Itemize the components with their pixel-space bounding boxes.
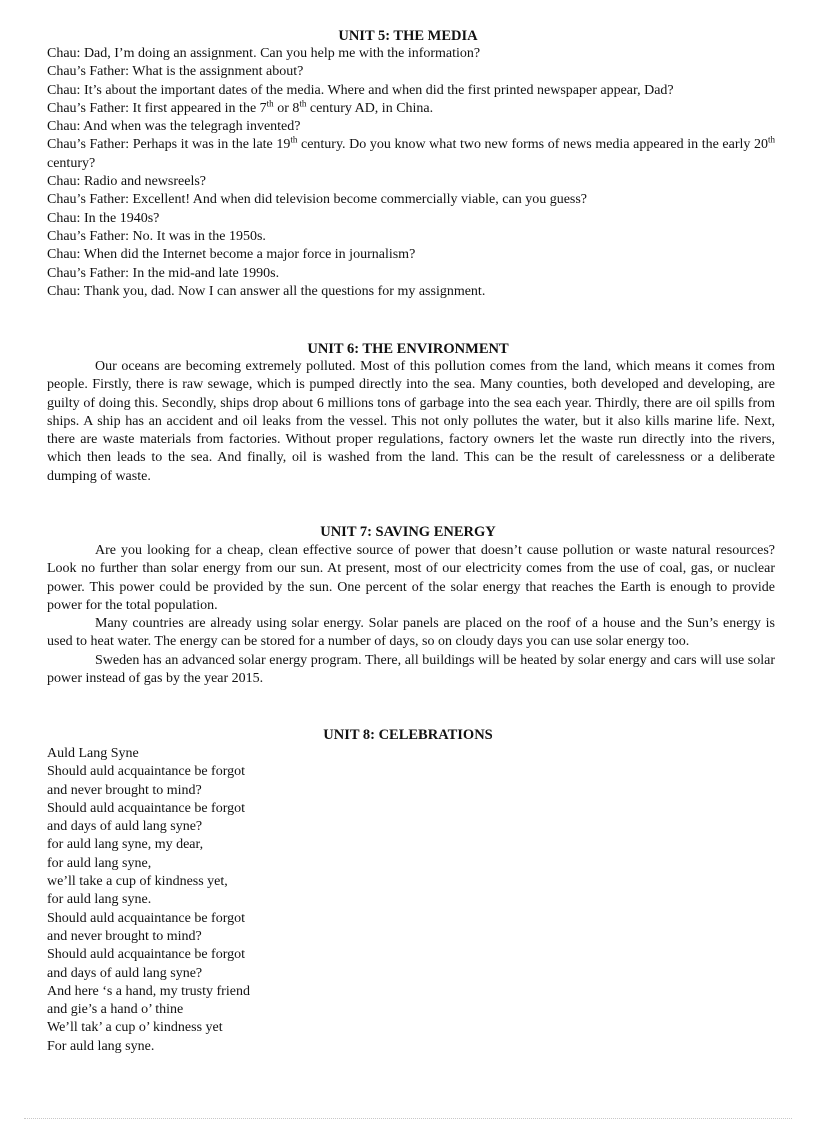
dialogue-line: Chau: When did the Internet become a major force in journalism? — [47, 247, 416, 263]
poem-line: Should auld acquaintance be forgot — [47, 800, 246, 816]
poem-line: and never brought to mind? — [47, 782, 202, 798]
poem-line: We’ll tak’ a cup o’ kindness yet — [47, 1020, 223, 1036]
poem-line: and never brought to mind? — [47, 928, 202, 944]
poem-line: For auld lang syne. — [47, 1038, 155, 1054]
unit7-paragraph: Many countries are already using solar energy. Solar panels are placed on the roof of a house and the Sun’s energy is used to heat water. The energy can be stored for a number of days, so on cloudy days you can use solar energy too. — [47, 616, 775, 650]
poem-line: for auld lang syne. — [47, 892, 152, 908]
poem-line: we’ll take a cup of kindness yet, — [47, 874, 228, 890]
unit8-heading: UNIT 8: CELEBRATIONS — [323, 727, 493, 743]
poem-line: and gie’s a hand o’ thine — [47, 1002, 184, 1018]
dialogue-line: Chau’s Father: Perhaps it was in the late 19th century. Do you know what two new forms of news media appeared in the early 20th century? — [47, 134, 776, 171]
poem-line: for auld lang syne, my dear, — [47, 837, 204, 853]
dialogue-line: Chau’s Father: Excellent! And when did television become commercially viable, can you guess? — [47, 192, 588, 208]
poem-line: and days of auld lang syne? — [47, 819, 203, 835]
unit5-dialogue — [47, 45, 775, 301]
dialogue-line: Chau: Radio and newsreels? — [47, 174, 207, 190]
dialogue-line: Chau: Thank you, dad. Now I can answer all the questions for my assignment. — [47, 283, 486, 299]
poem-line: And here ‘s a hand, my trusty friend — [47, 983, 250, 999]
dialogue-line: Chau: In the 1940s? — [47, 210, 160, 226]
dialogue-line: Chau: And when was the telegragh invented? — [47, 119, 301, 135]
unit7-heading: UNIT 7: SAVING ENERGY — [320, 524, 496, 540]
unit6-heading: UNIT 6: THE ENVIRONMENT — [307, 341, 509, 357]
poem-line: Should auld acquaintance be forgot — [47, 764, 246, 780]
unit7-body — [47, 542, 775, 688]
poem-line: for auld lang syne, — [47, 855, 152, 871]
poem-title: Auld Lang Syne — [47, 746, 139, 761]
poem-line: and days of auld lang syne? — [47, 965, 203, 981]
unit7-paragraph: Are you looking for a cheap, clean effective source of power that doesn’t cause pollution or waste natural resources? Look no further than solar energy from our sun. At present, most of our electricity comes from the use of coal, gas, or nuclear power. This power could be provided by the sun. One percent of the solar energy that reaches the Earth is enough to provide power for the total population. — [47, 543, 775, 613]
dialogue-line: Chau’s Father: In the mid-and late 1990s. — [47, 265, 280, 281]
dialogue-line: Chau’s Father: It first appeared in the 7th or 8th century AD, in China. — [47, 98, 434, 116]
unit7-paragraph: Sweden has an advanced solar energy program. There, all buildings will be heated by solar energy and cars will use solar power instead of gas by the year 2015. — [47, 652, 775, 687]
unit6-paragraph: Our oceans are becoming extremely polluted. Most of this pollution comes from the land, which means it comes from people. Firstly, there is raw sewage, which is pumped directly into the sea. Many counties, both developed and developing, are guilty of doing this. Secondly, ships drop about 6 millions tons of garbage into the sea each year. Thirdly, there are oil spills from ships. A ship has an accident and oil leaks from the vessel. This not only pollutes the water, but it also kills marine life. Next, there are waste materials from factories. Without proper regulations, factory owners let the waste run directly into the rivers, which then leads to the sea. And finally, oil is washed from the land. This can be the result of carelessness or a deliberate dumping of waste. — [47, 359, 775, 484]
dialogue-line: Chau: It’s about the important dates of the media. Where and when did the first printed newspaper appear, Dad? — [47, 82, 674, 98]
unit5-heading: UNIT 5: THE MEDIA — [338, 28, 478, 44]
page-bottom-divider — [24, 1118, 792, 1119]
dialogue-line: Chau: Dad, I’m doing an assignment. Can you help me with the information? — [47, 46, 481, 61]
dialogue-line: Chau’s Father: No. It was in the 1950s. — [47, 228, 266, 244]
poem-line: Should auld acquaintance be forgot — [47, 910, 246, 926]
poem-line: Should auld acquaintance be forgot — [47, 947, 246, 963]
unit8-poem — [47, 745, 775, 1056]
dialogue-line: Chau’s Father: What is the assignment about? — [47, 64, 304, 80]
